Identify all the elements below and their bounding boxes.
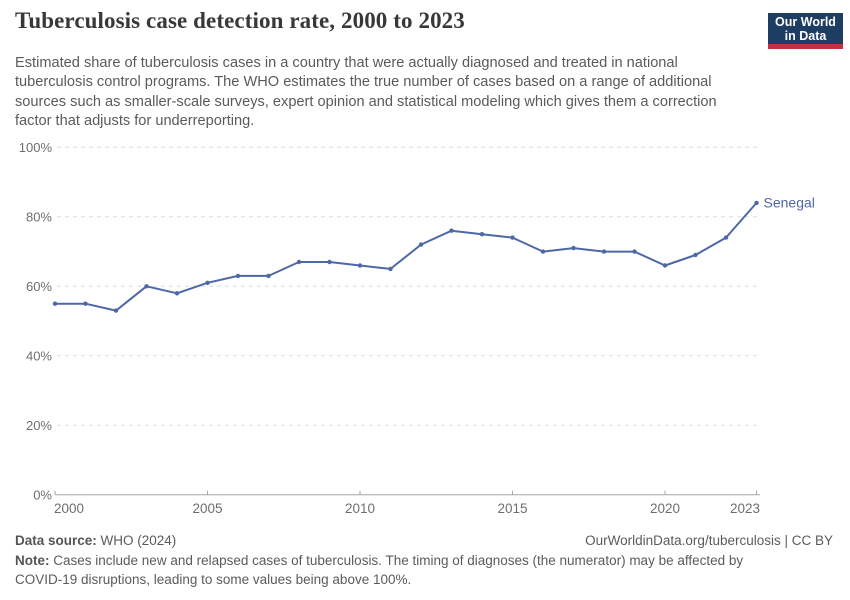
note-label: Note: xyxy=(15,553,50,568)
x-axis-tick-label: 2010 xyxy=(344,500,376,516)
x-axis-tick-label: 2015 xyxy=(497,500,528,516)
x-axis-tick-label: 2023 xyxy=(729,500,760,516)
data-point-2010[interactable] xyxy=(358,263,362,267)
data-source-value: WHO (2024) xyxy=(96,533,177,548)
x-axis-tick-label: 2000 xyxy=(54,500,85,516)
data-point-2017[interactable] xyxy=(571,246,575,250)
data-point-2021[interactable] xyxy=(693,253,697,257)
owid-logo[interactable] xyxy=(768,13,843,49)
chart-subtitle: Estimated share of tuberculosis cases in a country that were actually diagnosed and treated in national tuberculosis control programs. The WHO estimates the true number of cases based on a range of additional sources such as smaller-scale surveys, expert opinion and statistical modeling which gives them a correction factor that adjusts for underreporting. xyxy=(15,55,717,130)
data-source-label: Data source: xyxy=(15,533,97,548)
data-point-2004[interactable] xyxy=(175,291,179,295)
x-axis-tick-label: 2005 xyxy=(192,500,223,516)
y-axis-tick-label: 20% xyxy=(25,417,52,433)
data-point-2011[interactable] xyxy=(388,267,392,271)
series-end-label[interactable]: Senegal xyxy=(763,194,815,211)
owid-logo-line1: Our World xyxy=(775,14,836,29)
y-axis-tick-label: 100% xyxy=(18,140,52,155)
footer-row xyxy=(15,533,833,548)
y-axis-tick-label: 40% xyxy=(25,348,52,364)
data-point-2014[interactable] xyxy=(480,232,484,236)
data-point-2023[interactable] xyxy=(754,201,758,205)
footer-note xyxy=(15,552,767,590)
owid-logo-accent-bar xyxy=(768,44,843,49)
data-point-2002[interactable] xyxy=(114,308,118,312)
data-point-2016[interactable] xyxy=(541,249,545,253)
data-point-2003[interactable] xyxy=(144,284,148,288)
data-point-2018[interactable] xyxy=(602,249,606,253)
page-title: Tuberculosis case detection rate, 2000 to 2023 xyxy=(15,8,465,33)
data-point-2007[interactable] xyxy=(266,274,270,278)
x-axis-tick-label: 2020 xyxy=(649,500,681,516)
line-chart[interactable] xyxy=(0,140,850,525)
data-point-2012[interactable] xyxy=(419,242,423,246)
data-point-2008[interactable] xyxy=(297,260,301,264)
data-source[interactable] xyxy=(15,533,176,548)
owid-link[interactable]: OurWorldinData.org/tuberculosis | CC BY xyxy=(585,533,833,548)
data-point-2006[interactable] xyxy=(236,274,240,278)
y-axis-tick-label: 0% xyxy=(33,487,52,503)
data-point-2009[interactable] xyxy=(327,260,331,264)
series-line-senegal[interactable] xyxy=(55,203,757,311)
data-point-2015[interactable] xyxy=(510,235,514,239)
data-point-2001[interactable] xyxy=(83,302,87,306)
data-point-2000[interactable] xyxy=(53,302,57,306)
data-point-2022[interactable] xyxy=(724,235,728,239)
data-point-2013[interactable] xyxy=(449,229,453,233)
note-value: Cases include new and relapsed cases of tuberculosis. The timing of diagnoses (the numerator) may be affected by COVID-19 disruptions, leading to some values being above 100%. xyxy=(15,553,744,587)
data-point-2020[interactable] xyxy=(663,263,667,267)
owid-logo-line2: in Data xyxy=(784,28,827,43)
data-point-2005[interactable] xyxy=(205,281,209,285)
y-axis-tick-label: 60% xyxy=(25,278,52,294)
y-axis-tick-label: 80% xyxy=(25,209,52,225)
owid-logo-box xyxy=(768,13,843,44)
data-point-2019[interactable] xyxy=(632,249,636,253)
